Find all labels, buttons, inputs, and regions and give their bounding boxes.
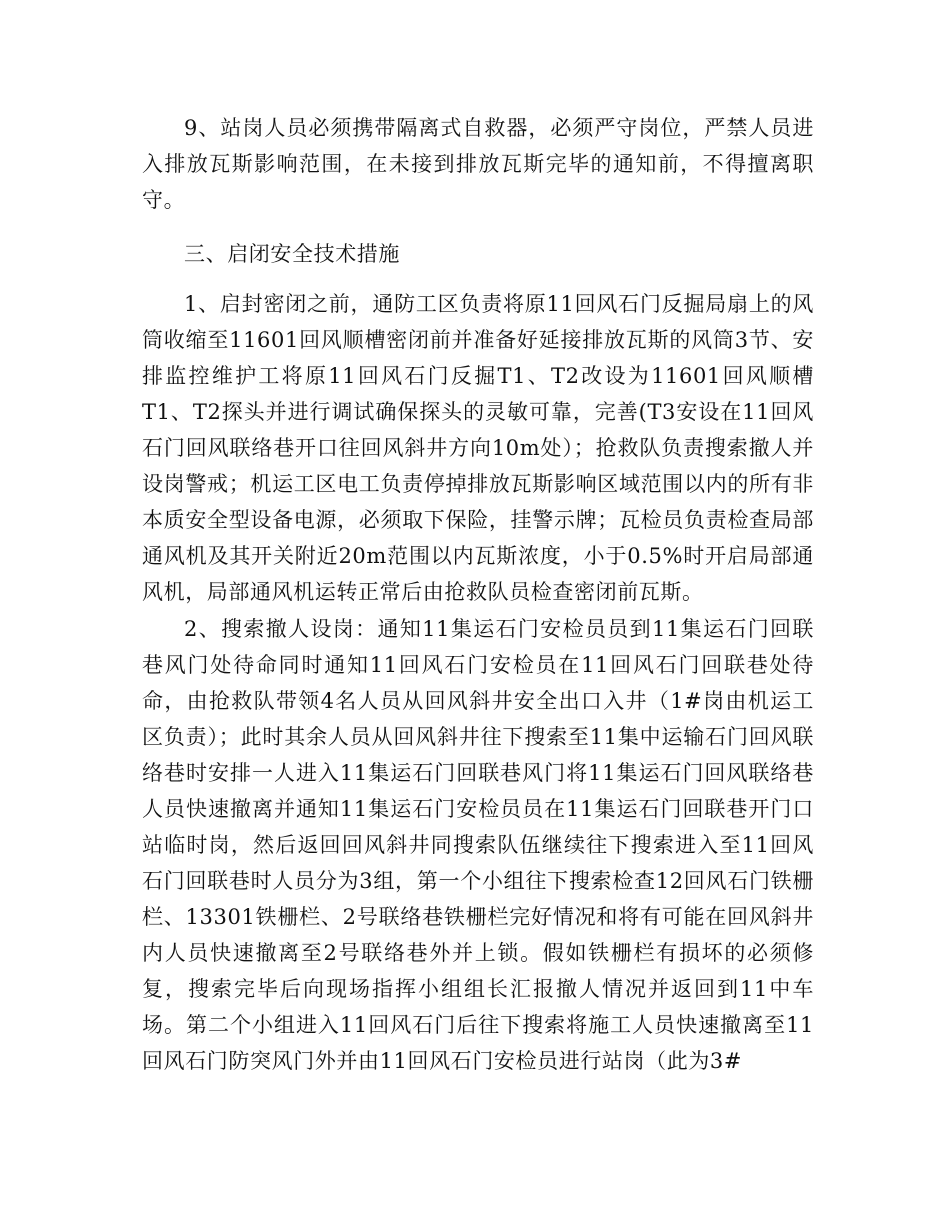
paragraph-item-2: 2、搜索撤人设岗：通知11集运石门安检员员到11集运石门回联巷风门处待命同时通知11回风石门安检员在11回风石门回联巷处待命，由抢救队带领4名人员从回风斜井安全出口入井（1#岗由机运工区负责）；此时其余人员从回风斜井往下搜索至11集中运输石门回风联络巷时安排一人进入11集运石门回联巷风门将11集运石门回风联络巷人员快速撤离并通知11集运石门安检员员在11集运石门回联巷开门口站临时岗，然后返回回风斜井同搜索队伍继续往下搜索进入至11回风石门回联巷时人员分为3组，第一个小组往下搜索检查12回风石门铁栅栏、13301铁栅栏、2号联络巷铁栅栏完好情况和将有可能在回风斜井内人员快速撤离至2号联络巷外并上锁。假如铁栅栏有损坏的必须修复，搜索完毕后向现场指挥小组组长汇报撤人情况并返回到11中车场。第二个小组进入11回风石门后往下搜索将施工人员快速撤离至11回风石门防突风门外并由11回风石门安检员进行站岗（此为3#: [142, 617, 814, 1073]
paragraph-item-1: 1、启封密闭之前，通防工区负责将原11回风石门反掘局扇上的风筒收缩至11601回风顺槽密闭前并准备好延接排放瓦斯的风筒3节、安排监控维护工将原11回风石门反掘T1、T2改设为11601回风顺槽T1、T2探头并进行调试确保探头的灵敏可靠，完善(T3安设在11回风石门回风联络巷开口往回风斜井方向10m处）；抢救队负责搜索撤人并设岗警戒；机运工区电工负责停掉排放瓦斯影响区域范围以内的所有非本质安全型设备电源，必须取下保险，挂警示牌；瓦检员负责检查局部通风机及其开关附近20m范围以内瓦斯浓度，小于0.5%时开启局部通风机，局部通风机运转正常后由抢救队员检查密闭前瓦斯。: [142, 292, 814, 604]
paragraph-item-9: 9、站岗人员必须携带隔离式自救器，必须严守岗位，严禁人员进入排放瓦斯影响范围，在未接到排放瓦斯完毕的通知前，不得擅离职守。: [142, 116, 814, 212]
section-heading-3: 三、启闭安全技术措施: [184, 242, 400, 266]
